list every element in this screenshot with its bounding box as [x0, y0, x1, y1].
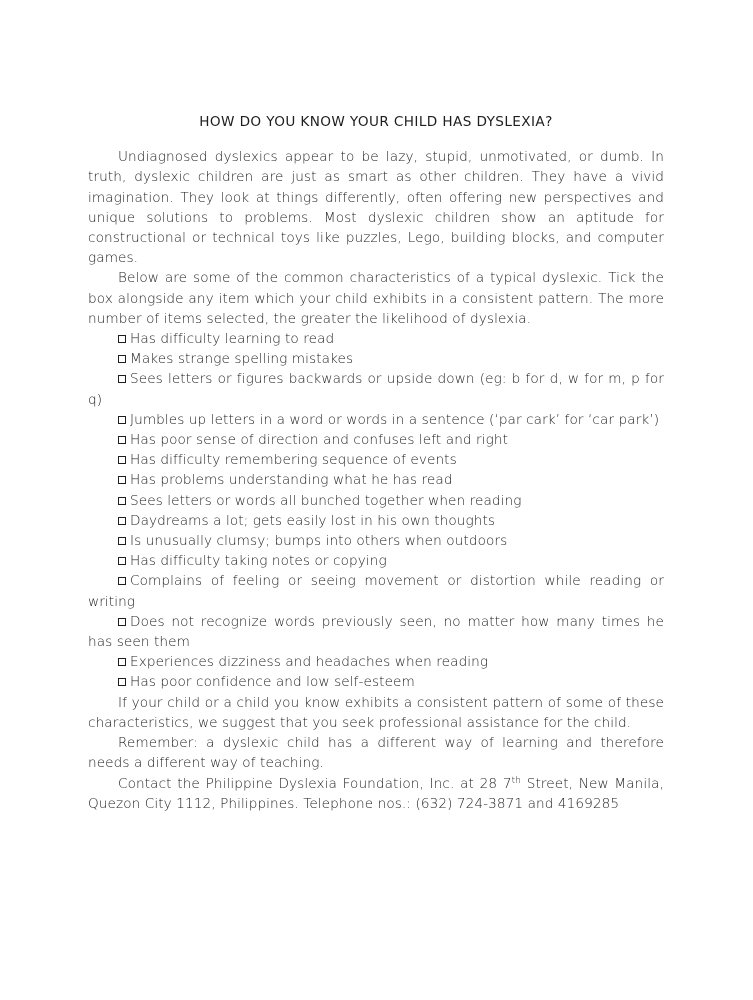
- checklist-item-label: Sees letters or words all bunched together when reading: [130, 492, 522, 509]
- instructions-paragraph: Below are some of the common characteristics of a typical dyslexic. Tick the box alongside any item which your child exhibits in a consistent pattern. The more number of items selected, the greater the likelihood of dyslexia.: [88, 270, 664, 327]
- checklist-item[interactable]: [88, 511, 664, 531]
- checkbox-icon[interactable]: [118, 456, 126, 464]
- checklist-item[interactable]: [88, 450, 664, 470]
- checkbox-icon[interactable]: [118, 436, 126, 444]
- checklist-item-label: Does not recognize words previously seen, no matter how many times he has seen them: [88, 613, 664, 651]
- checklist-item-label: Daydreams a lot; gets easily lost in his own thoughts: [130, 512, 496, 529]
- intro-paragraph: Undiagnosed dyslexics appear to be lazy, stupid, unmotivated, or dumb. In truth, dyslexic children are just as smart as other children. They have a vivid imagination. They look at things differently, often offering new perspectives and unique solutions to problems. Most dyslexic children show an aptitude for constructional or technical toys like puzzles, Lego, building blocks, and computer games.: [88, 149, 664, 267]
- checklist-item[interactable]: [88, 612, 664, 652]
- checklist-item[interactable]: [88, 349, 664, 369]
- checkbox-icon[interactable]: [118, 476, 126, 484]
- checkbox-icon[interactable]: [118, 497, 126, 505]
- contact-text-suffix: Street, New Manila, Quezon City 1112, Philippines. Telephone nos.: (632) 724-3871 and 4169285: [88, 775, 664, 812]
- checklist-item-label: Makes strange spelling mistakes: [130, 351, 354, 368]
- checklist: [88, 329, 664, 693]
- checkbox-icon[interactable]: [118, 577, 126, 585]
- checklist-item[interactable]: [88, 491, 664, 511]
- checklist-item[interactable]: [88, 571, 664, 611]
- contact-paragraph: [88, 774, 664, 814]
- checklist-item[interactable]: [88, 369, 664, 409]
- checklist-item-label: Complains of feeling or seeing movement or distortion while reading or writing: [88, 573, 664, 610]
- checklist-item-label: Jumbles up letters in a word or words in a sentence (‘par cark’ for ‘car park’): [130, 411, 660, 428]
- checklist-item[interactable]: [88, 410, 664, 430]
- document-page: [88, 112, 664, 814]
- checklist-item-label: Experiences dizziness and headaches when reading: [130, 654, 489, 671]
- checkbox-icon[interactable]: [118, 355, 126, 363]
- remember-paragraph: Remember: a dyslexic child has a different way of learning and therefore needs a different way of teaching.: [88, 735, 664, 772]
- checklist-item-label: Sees letters or figures backwards or upside down (eg: b for d, w for m, p for q): [88, 371, 664, 408]
- checklist-item[interactable]: [88, 551, 664, 571]
- checklist-item-label: Has difficulty learning to read: [130, 331, 335, 348]
- checkbox-icon[interactable]: [118, 618, 126, 626]
- checkbox-icon[interactable]: [118, 416, 126, 424]
- checklist-item-label: Has poor sense of direction and confuses left and right: [130, 432, 509, 449]
- checkbox-icon[interactable]: [118, 678, 126, 686]
- checkbox-icon[interactable]: [118, 335, 126, 343]
- checklist-item-label: Is unusually clumsy; bumps into others when outdoors: [130, 533, 508, 550]
- advice-paragraph: If your child or a child you know exhibits a consistent pattern of some of these characteristics, we suggest that you seek professional assistance for the child.: [88, 694, 664, 731]
- checklist-item[interactable]: [88, 470, 664, 490]
- checkbox-icon[interactable]: [118, 658, 126, 666]
- checklist-item-label: Has poor confidence and low self-esteem: [130, 674, 415, 691]
- contact-text-prefix: Contact the Philippine Dyslexia Foundation, Inc. at 28 7: [118, 775, 512, 792]
- contact-superscript: th: [511, 775, 522, 786]
- checklist-item[interactable]: [88, 329, 664, 349]
- checklist-item[interactable]: [88, 531, 664, 551]
- checklist-item[interactable]: [88, 672, 664, 692]
- checkbox-icon[interactable]: [118, 557, 126, 565]
- page-title: HOW DO YOU KNOW YOUR CHILD HAS DYSLEXIA?: [199, 114, 553, 130]
- checklist-item-label: Has difficulty remembering sequence of events: [130, 452, 457, 469]
- checkbox-icon[interactable]: [118, 517, 126, 525]
- checklist-item[interactable]: [88, 430, 664, 450]
- checklist-item-label: Has difficulty taking notes or copying: [130, 553, 387, 570]
- checkbox-icon[interactable]: [118, 537, 126, 545]
- checklist-item-label: Has problems understanding what he has read: [130, 472, 453, 489]
- checklist-item[interactable]: [88, 652, 664, 672]
- checkbox-icon[interactable]: [118, 375, 126, 383]
